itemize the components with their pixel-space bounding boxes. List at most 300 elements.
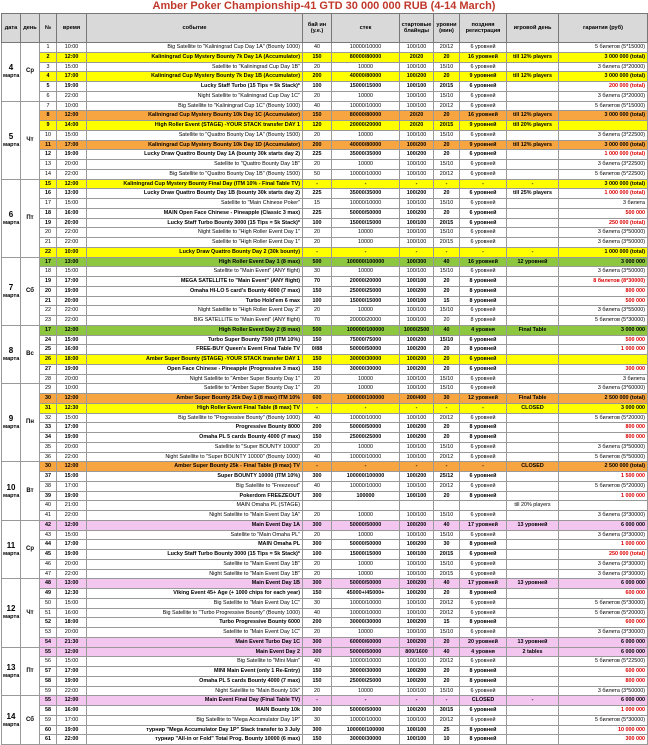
event-late-reg: 8 уровней	[460, 589, 507, 599]
event-guarantee: 3 000 000 (total)	[559, 52, 648, 62]
event-levels: 15	[434, 296, 460, 306]
event-game-day	[507, 735, 559, 745]
event-name: MAIN Open Face Chinese - Pineapple (Classic 3 max)	[87, 208, 303, 218]
event-guarantee: 3 билета (3*50000)	[559, 228, 648, 238]
event-name: Night Satellite to "High Roller Event Day 2"	[87, 306, 303, 316]
event-number: 30	[40, 462, 57, 472]
date-cell	[2, 462, 21, 521]
event-stack: 80000/80000	[332, 111, 400, 121]
event-guarantee: 5 билетов (5*20000)	[559, 481, 648, 491]
column-header: №	[40, 14, 57, 43]
event-name: Amber Super Bounty 25k - Final Table (9 max) TV	[87, 462, 303, 472]
event-time: 15:00	[57, 472, 87, 482]
event-late-reg: 8 уровней	[460, 725, 507, 735]
event-number: 50	[40, 598, 57, 608]
event-blinds: -	[400, 462, 434, 472]
date-cell	[2, 179, 21, 257]
event-blinds: 100/100	[400, 91, 434, 101]
event-late-reg: 6 уровней	[460, 355, 507, 365]
event-late-reg: 9 уровней	[460, 140, 507, 150]
event-name: High Roller Event Final Table (8 max) TV	[87, 403, 303, 413]
table-row	[2, 667, 648, 677]
event-blinds: 100/100	[400, 725, 434, 735]
event-levels: 20/15	[434, 238, 460, 248]
event-guarantee: 600 000	[559, 618, 648, 628]
event-guarantee: 3 000 000 (total)	[559, 111, 648, 121]
event-buyin: 40	[303, 452, 332, 462]
event-blinds: 100/100	[400, 316, 434, 326]
event-guarantee: 800 000	[559, 676, 648, 686]
event-late-reg: 4 уровня	[460, 647, 507, 657]
event-levels: 15/10	[434, 267, 460, 277]
event-game-day	[507, 364, 559, 374]
event-guarantee: 250 000 (total)	[559, 550, 648, 560]
event-levels: 20	[434, 433, 460, 443]
event-game-day	[507, 511, 559, 521]
event-blinds: 100/100	[400, 569, 434, 579]
event-number: 43	[40, 530, 57, 540]
event-late-reg: 6 уровней	[460, 442, 507, 452]
event-number: 55	[40, 696, 57, 706]
event-game-day	[507, 559, 559, 569]
event-buyin: 150	[303, 111, 332, 121]
event-name: Omaha PL 5 cards Bounty 4000 (7 max)	[87, 676, 303, 686]
event-guarantee: 6 000 000	[559, 520, 648, 530]
event-game-day: till 20% players	[507, 121, 559, 131]
event-levels: 20/15	[434, 569, 460, 579]
event-time: 16:00	[57, 608, 87, 618]
event-blinds: 100/100	[400, 296, 434, 306]
weekday-cell: Пт	[21, 647, 40, 696]
event-number: 48	[40, 579, 57, 589]
event-number: 58	[40, 676, 57, 686]
event-levels: 20/15	[434, 82, 460, 92]
event-number: 56	[40, 657, 57, 667]
event-guarantee: 500 000	[559, 296, 648, 306]
event-levels: -	[434, 696, 460, 706]
event-stack: 10000	[332, 569, 400, 579]
event-blinds: 100/200	[400, 150, 434, 160]
event-buyin: 20	[303, 628, 332, 638]
event-stack: 10000/10000	[332, 101, 400, 111]
event-stack: 100000/100000	[332, 325, 400, 335]
event-blinds: 100/100	[400, 62, 434, 72]
event-guarantee: 300 000	[559, 364, 648, 374]
event-game-day	[507, 150, 559, 160]
event-blinds: 100/100	[400, 530, 434, 540]
event-late-reg: 6 уровней	[460, 43, 507, 53]
event-levels: 15/10	[434, 160, 460, 170]
event-time: 17:00	[57, 667, 87, 677]
table-row	[2, 423, 648, 433]
event-blinds: 100/100	[400, 657, 434, 667]
table-row	[2, 384, 648, 394]
event-levels: 20/12	[434, 598, 460, 608]
event-blinds: 100/100	[400, 481, 434, 491]
event-blinds: 100/100	[400, 442, 434, 452]
event-buyin: 20	[303, 374, 332, 384]
date-month: марта	[3, 551, 20, 557]
event-stack: 10000	[332, 160, 400, 170]
event-blinds: 100/200	[400, 189, 434, 199]
table-row	[2, 91, 648, 101]
event-blinds: 100/100	[400, 160, 434, 170]
event-buyin: 20	[303, 130, 332, 140]
date-number: 6	[8, 209, 14, 219]
column-header: время	[57, 14, 87, 43]
event-buyin: 300	[303, 579, 332, 589]
event-number: 4	[40, 72, 57, 82]
event-blinds: 100/200	[400, 364, 434, 374]
event-number: 2	[40, 52, 57, 62]
event-number: 14	[40, 169, 57, 179]
table-row	[2, 374, 648, 384]
event-blinds: 200/400	[400, 394, 434, 404]
column-header: день	[21, 14, 40, 43]
event-levels: 20	[434, 637, 460, 647]
event-guarantee: 300 000	[559, 735, 648, 745]
weekday-cell: Чт	[21, 579, 40, 647]
event-time: 19:00	[57, 364, 87, 374]
event-late-reg: 12 уровней	[460, 394, 507, 404]
table-row	[2, 130, 648, 140]
event-guarantee: 2 500 000 (total)	[559, 462, 648, 472]
event-game-day	[507, 657, 559, 667]
event-name: Satellite to "Quattro Bounty Day 1A" (Bounty 1500)	[87, 130, 303, 140]
event-blinds: 100/200	[400, 540, 434, 550]
event-blinds: 20/20	[400, 111, 434, 121]
event-late-reg: 6 уровней	[460, 364, 507, 374]
event-time: 12:00	[57, 520, 87, 530]
table-row	[2, 160, 648, 170]
event-guarantee: 3 билета (3*22500)	[559, 130, 648, 140]
event-buyin: 20	[303, 238, 332, 248]
event-blinds: 100/100	[400, 491, 434, 501]
event-time: 12:30	[57, 403, 87, 413]
event-guarantee: 3 000 000 (total)	[559, 72, 648, 82]
event-game-day: till 12% players	[507, 140, 559, 150]
event-game-day	[507, 676, 559, 686]
event-number: 6	[40, 91, 57, 101]
event-late-reg: 9 уровней	[460, 121, 507, 131]
event-stack: 50000/50000	[332, 423, 400, 433]
event-game-day: Final Table	[507, 325, 559, 335]
event-buyin: 200	[303, 140, 332, 150]
table-row	[2, 647, 648, 657]
event-time: 19:00	[57, 550, 87, 560]
event-levels: 25	[434, 725, 460, 735]
event-number: 35	[40, 442, 57, 452]
table-row	[2, 598, 648, 608]
column-header: бай ин (у.е.)	[303, 14, 332, 43]
event-levels: 20	[434, 345, 460, 355]
event-name: Open Face Chinese - Pineapple (Progressive 3 max)	[87, 364, 303, 374]
event-blinds: 100/100	[400, 43, 434, 53]
event-levels: -	[434, 403, 460, 413]
event-buyin: 40	[303, 43, 332, 53]
table-row	[2, 101, 648, 111]
event-time: 19:00	[57, 82, 87, 92]
event-buyin: 40	[303, 413, 332, 423]
event-number: 47	[40, 569, 57, 579]
schedule-body	[2, 43, 648, 745]
event-blinds: 100/200	[400, 706, 434, 716]
event-guarantee: 6 000 000	[559, 647, 648, 657]
event-stack: 35000/35000	[332, 150, 400, 160]
event-stack: 10000	[332, 267, 400, 277]
event-time: 22:00	[57, 735, 87, 745]
event-levels: 15/10	[434, 228, 460, 238]
table-row	[2, 501, 648, 511]
event-levels: 20	[434, 150, 460, 160]
event-guarantee: 1 500 000	[559, 472, 648, 482]
event-number: 41	[40, 511, 57, 521]
event-name: Main Event Day 2	[87, 647, 303, 657]
event-stack: 10000	[332, 62, 400, 72]
table-row	[2, 706, 648, 716]
event-levels: 10	[434, 735, 460, 745]
event-buyin: 20	[303, 62, 332, 72]
table-row	[2, 394, 648, 404]
event-late-reg: 6 уровней	[460, 306, 507, 316]
event-blinds: 100/100	[400, 218, 434, 228]
weekday-cell: Пн	[21, 384, 40, 462]
event-number: 25	[40, 345, 57, 355]
event-time: 15:00	[57, 530, 87, 540]
event-time: 19:00	[57, 676, 87, 686]
event-stack: 60000/60000	[332, 637, 400, 647]
event-blinds: 100/100	[400, 306, 434, 316]
table-row	[2, 559, 648, 569]
event-levels: 20/12	[434, 715, 460, 725]
event-stack: 100000/100000	[332, 257, 400, 267]
event-blinds	[400, 501, 434, 511]
event-levels: 15/10	[434, 559, 460, 569]
event-guarantee: 3 000 000	[559, 257, 648, 267]
date-cell	[2, 647, 21, 696]
event-levels: 20	[434, 355, 460, 365]
event-buyin: 150	[303, 589, 332, 599]
event-time: 19:00	[57, 433, 87, 443]
event-late-reg: 6 уровней	[460, 569, 507, 579]
event-time: 13:00	[57, 579, 87, 589]
event-time: 13:00	[57, 189, 87, 199]
event-levels: 20	[434, 111, 460, 121]
table-row	[2, 150, 648, 160]
event-name: Lucky Draw Quattro Bounty Day 1B (bounty 30k starts day 2)	[87, 189, 303, 199]
event-guarantee: 500 000	[559, 208, 648, 218]
table-row	[2, 257, 648, 267]
event-time: 12:00	[57, 325, 87, 335]
event-levels: 20	[434, 423, 460, 433]
event-guarantee: 5 билетов (5*30000)	[559, 598, 648, 608]
date-month: марта	[3, 721, 20, 728]
event-late-reg: 8 уровней	[460, 296, 507, 306]
event-blinds: 100/100	[400, 686, 434, 696]
table-row	[2, 530, 648, 540]
event-name: High Roller Event (STAGE) -YOUR STACK transfer DAY 1	[87, 121, 303, 131]
event-late-reg: CLOSED	[460, 696, 507, 706]
event-time: 15:00	[57, 62, 87, 72]
table-row	[2, 306, 648, 316]
event-buyin: -	[303, 462, 332, 472]
event-name: Satellite to "Kaliningrad Cup Day 1B"	[87, 62, 303, 72]
table-row	[2, 72, 648, 82]
event-time: 18:00	[57, 618, 87, 628]
event-game-day	[507, 423, 559, 433]
event-name: Lucky Staff Turbo Bounty 3000 (15 Tips = 5k Stack)*	[87, 218, 303, 228]
table-row	[2, 62, 648, 72]
event-late-reg: 6 уровней	[460, 267, 507, 277]
event-name: MAIN Omaha PL (STAGE)	[87, 501, 303, 511]
event-levels: 30	[434, 394, 460, 404]
event-name: Progressive Bounty 8000	[87, 423, 303, 433]
event-blinds: 100/100	[400, 228, 434, 238]
event-levels: 20	[434, 72, 460, 82]
event-game-day	[507, 628, 559, 638]
event-time: 12:00	[57, 696, 87, 706]
event-number: 31	[40, 403, 57, 413]
table-row	[2, 296, 648, 306]
event-number: 46	[40, 559, 57, 569]
event-number: 7	[40, 101, 57, 111]
event-guarantee: 3 билета (3*50000)	[559, 442, 648, 452]
event-stack: 10000	[332, 530, 400, 540]
event-number: 59	[40, 715, 57, 725]
event-blinds: 100/100	[400, 82, 434, 92]
event-game-day	[507, 433, 559, 443]
event-late-reg: 9 уровней	[460, 72, 507, 82]
event-buyin: 20	[303, 686, 332, 696]
event-late-reg: 8 уровней	[460, 433, 507, 443]
event-time: 15:00	[57, 335, 87, 345]
event-late-reg: 4 уровня	[460, 325, 507, 335]
event-guarantee: 3 000 000	[559, 403, 648, 413]
event-game-day	[507, 277, 559, 287]
event-blinds: 100/100	[400, 238, 434, 248]
event-game-day	[507, 472, 559, 482]
event-stack: 10000	[332, 228, 400, 238]
date-month: марта	[3, 492, 20, 499]
date-month: марта	[3, 356, 20, 362]
event-levels: 20/15	[434, 121, 460, 131]
date-month: марта	[3, 292, 20, 299]
event-number: 32	[40, 413, 57, 423]
event-time: 17:00	[57, 72, 87, 82]
event-guarantee: 5 билетов (5*22500)	[559, 169, 648, 179]
event-time: 13:00	[57, 257, 87, 267]
event-game-day: till 25% players	[507, 189, 559, 199]
event-late-reg: 6 уровней	[460, 101, 507, 111]
table-row	[2, 540, 648, 550]
event-levels: 15/10	[434, 199, 460, 209]
event-guarantee: 5 билетов (5*15000)	[559, 43, 648, 53]
event-game-day	[507, 130, 559, 140]
event-game-day	[507, 452, 559, 462]
event-blinds: 100/100	[400, 277, 434, 287]
event-levels: -	[434, 247, 460, 257]
event-buyin: 150	[303, 667, 332, 677]
event-name: Satellite to "Amber Super Bounty Day 1"	[87, 384, 303, 394]
event-stack: -	[332, 696, 400, 706]
event-game-day	[507, 101, 559, 111]
table-row	[2, 462, 648, 472]
event-number: 22	[40, 247, 57, 257]
event-late-reg: 8 уровней	[460, 316, 507, 326]
table-row	[2, 511, 648, 521]
event-stack: 25000/25000	[332, 286, 400, 296]
event-late-reg: 8 уровней	[460, 286, 507, 296]
event-buyin: 150	[303, 676, 332, 686]
event-buyin: -	[303, 179, 332, 189]
event-stack: 100000/100000	[332, 472, 400, 482]
event-guarantee: 1 000 000	[559, 706, 648, 716]
event-name: Satellite to "Main Event Day 1B"	[87, 559, 303, 569]
date-number: 11	[6, 541, 16, 550]
event-game-day	[507, 618, 559, 628]
event-blinds: 100/200	[400, 676, 434, 686]
event-guarantee: 1 000 000	[559, 491, 648, 501]
event-name: Big Satellite to "Kaliningrad Cup 1C" (Bounty 1000)	[87, 101, 303, 111]
event-buyin: 300	[303, 725, 332, 735]
table-row	[2, 345, 648, 355]
event-late-reg: 6 уровней	[460, 150, 507, 160]
event-game-day: till 12% players	[507, 111, 559, 121]
event-time: 17:00	[57, 277, 87, 287]
table-row	[2, 247, 648, 257]
table-row	[2, 579, 648, 589]
event-buyin: 300	[303, 706, 332, 716]
event-time: 20:00	[57, 160, 87, 170]
event-late-reg: 6 уровней	[460, 208, 507, 218]
event-levels: 20	[434, 140, 460, 150]
event-guarantee: 3 билета (3*30000)	[559, 569, 648, 579]
event-game-day	[507, 706, 559, 716]
event-stack: 20000/20000	[332, 121, 400, 131]
event-game-day: till 20% players	[507, 501, 559, 511]
event-stack: 10000/10000	[332, 657, 400, 667]
event-time: 16:00	[57, 706, 87, 716]
table-row	[2, 433, 648, 443]
event-game-day: CLOSED	[507, 403, 559, 413]
event-late-reg	[460, 501, 507, 511]
event-number: 30	[40, 394, 57, 404]
event-levels: 15/10	[434, 442, 460, 452]
event-blinds: -	[400, 696, 434, 706]
date-number: 7	[8, 282, 14, 292]
event-blinds: 100/100	[400, 608, 434, 618]
event-name: Turbo Progressive Bounty 6000	[87, 618, 303, 628]
event-guarantee: 5 билетов (5*20000)	[559, 413, 648, 423]
date-number: 10	[6, 482, 16, 492]
event-stack: 100000/100000	[332, 394, 400, 404]
event-game-day	[507, 208, 559, 218]
event-name: High Roller Event Day 1 (8 max)	[87, 257, 303, 267]
event-levels: 40	[434, 257, 460, 267]
event-buyin: 100	[303, 550, 332, 560]
event-stack: 50000/50000	[332, 579, 400, 589]
event-levels: 15/10	[434, 511, 460, 521]
event-time: 12:30	[57, 589, 87, 599]
table-row	[2, 550, 648, 560]
event-game-day	[507, 550, 559, 560]
event-blinds: 100/200	[400, 637, 434, 647]
event-stack: 80000/80000	[332, 52, 400, 62]
event-time: 20:00	[57, 218, 87, 228]
event-number: 1	[40, 43, 57, 53]
event-name: Kaliningrad Cup Mystery Bounty Final Day (ITM 10% - Final Table TV)	[87, 179, 303, 189]
event-name: Big Satellite to "Progressive Bounty" (Bounty 1000)	[87, 413, 303, 423]
